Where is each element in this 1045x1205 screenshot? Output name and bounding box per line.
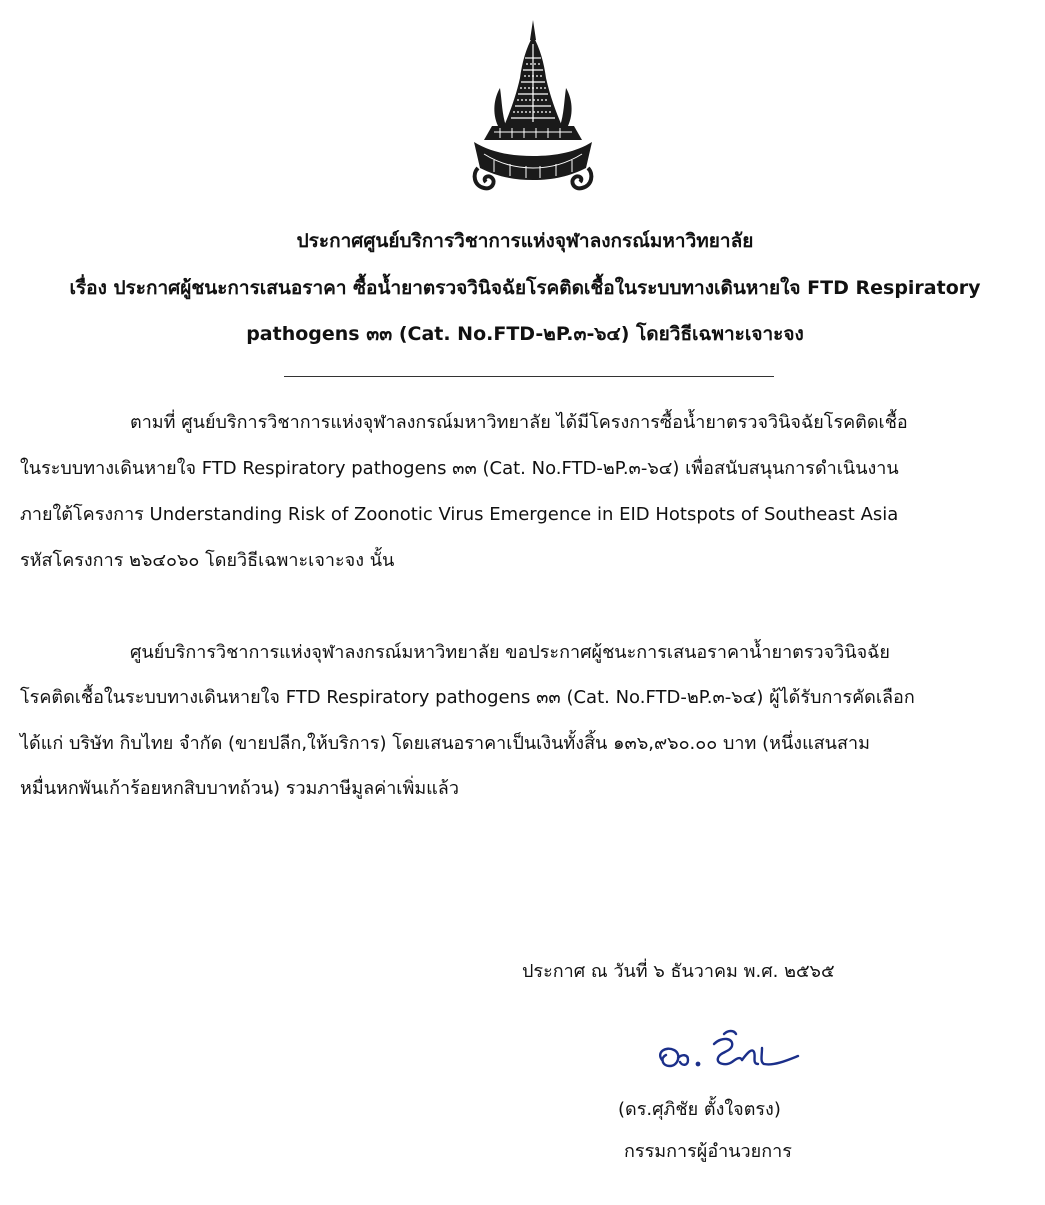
announcement-subject: เรื่อง ประกาศผู้ชนะการเสนอราคา ซื้อน้ำยาตรวจวินิจฉัยโรคติดเชื้อในระบบทางเดินหายใจ FTD Respiratory (69, 277, 981, 299)
paragraph-1-line: ตามที่ ศูนย์บริการวิชาการแห่งจุฬาลงกรณ์มหาวิทยาลัย ได้มีโครงการซื้อน้ำยาตรวจวินิจฉัยโรคติดเชื้อ (130, 412, 908, 433)
paragraph-2-line: ได้แก่ บริษัท กิบไทย จำกัด (ขายปลีก,ให้บริการ) โดยเสนอราคาเป็นเงินทั้งสิ้น ๑๓๖,๙๖๐.๐๐ บาท (หนึ่งแสนสาม (20, 733, 870, 754)
header-divider (284, 376, 774, 377)
signer-title: กรรมการผู้อำนวยการ (624, 1141, 792, 1162)
paragraph-1-line: ภายใต้โครงการ Understanding Risk of Zoonotic Virus Emergence in EID Hotspots of Southeast Asia (20, 504, 899, 525)
signer-name: (ดร.ศุภิชัย ตั้งใจตรง) (618, 1099, 781, 1120)
announcement-title: ประกาศศูนย์บริการวิชาการแห่งจุฬาลงกรณ์มหาวิทยาลัย (296, 230, 754, 252)
paragraph-1-line: รหัสโครงการ ๒๖๔๐๖๐ โดยวิธีเฉพาะเจาะจง นั้น (20, 550, 395, 571)
signature-image (648, 1022, 818, 1082)
paragraph-2-line: โรคติดเชื้อในระบบทางเดินหายใจ FTD Respiratory pathogens ๓๓ (Cat. No.FTD-๒P.๓-๖๔) ผู้ได้รับการคัดเลือก (20, 687, 915, 708)
paragraph-1-line: ในระบบทางเดินหายใจ FTD Respiratory pathogens ๓๓ (Cat. No.FTD-๒P.๓-๖๔) เพื่อสนับสนุนการดำเนินงาน (20, 458, 899, 479)
announcement-date: ประกาศ ณ วันที่ ๖ ธันวาคม พ.ศ. ๒๕๖๕ (522, 961, 835, 982)
paragraph-2-line: ศูนย์บริการวิชาการแห่งจุฬาลงกรณ์มหาวิทยาลัย ขอประกาศผู้ชนะการเสนอราคาน้ำยาตรวจวินิจฉัย (130, 642, 890, 663)
announcement-subject-continued: pathogens ๓๓ (Cat. No.FTD-๒P.๓-๖๔) โดยวิธีเฉพาะเจาะจง (246, 323, 804, 345)
university-emblem-icon (470, 18, 596, 198)
paragraph-2-line: หมื่นหกพันเก้าร้อยหกสิบบาทถ้วน) รวมภาษีมูลค่าเพิ่มแล้ว (20, 778, 459, 799)
